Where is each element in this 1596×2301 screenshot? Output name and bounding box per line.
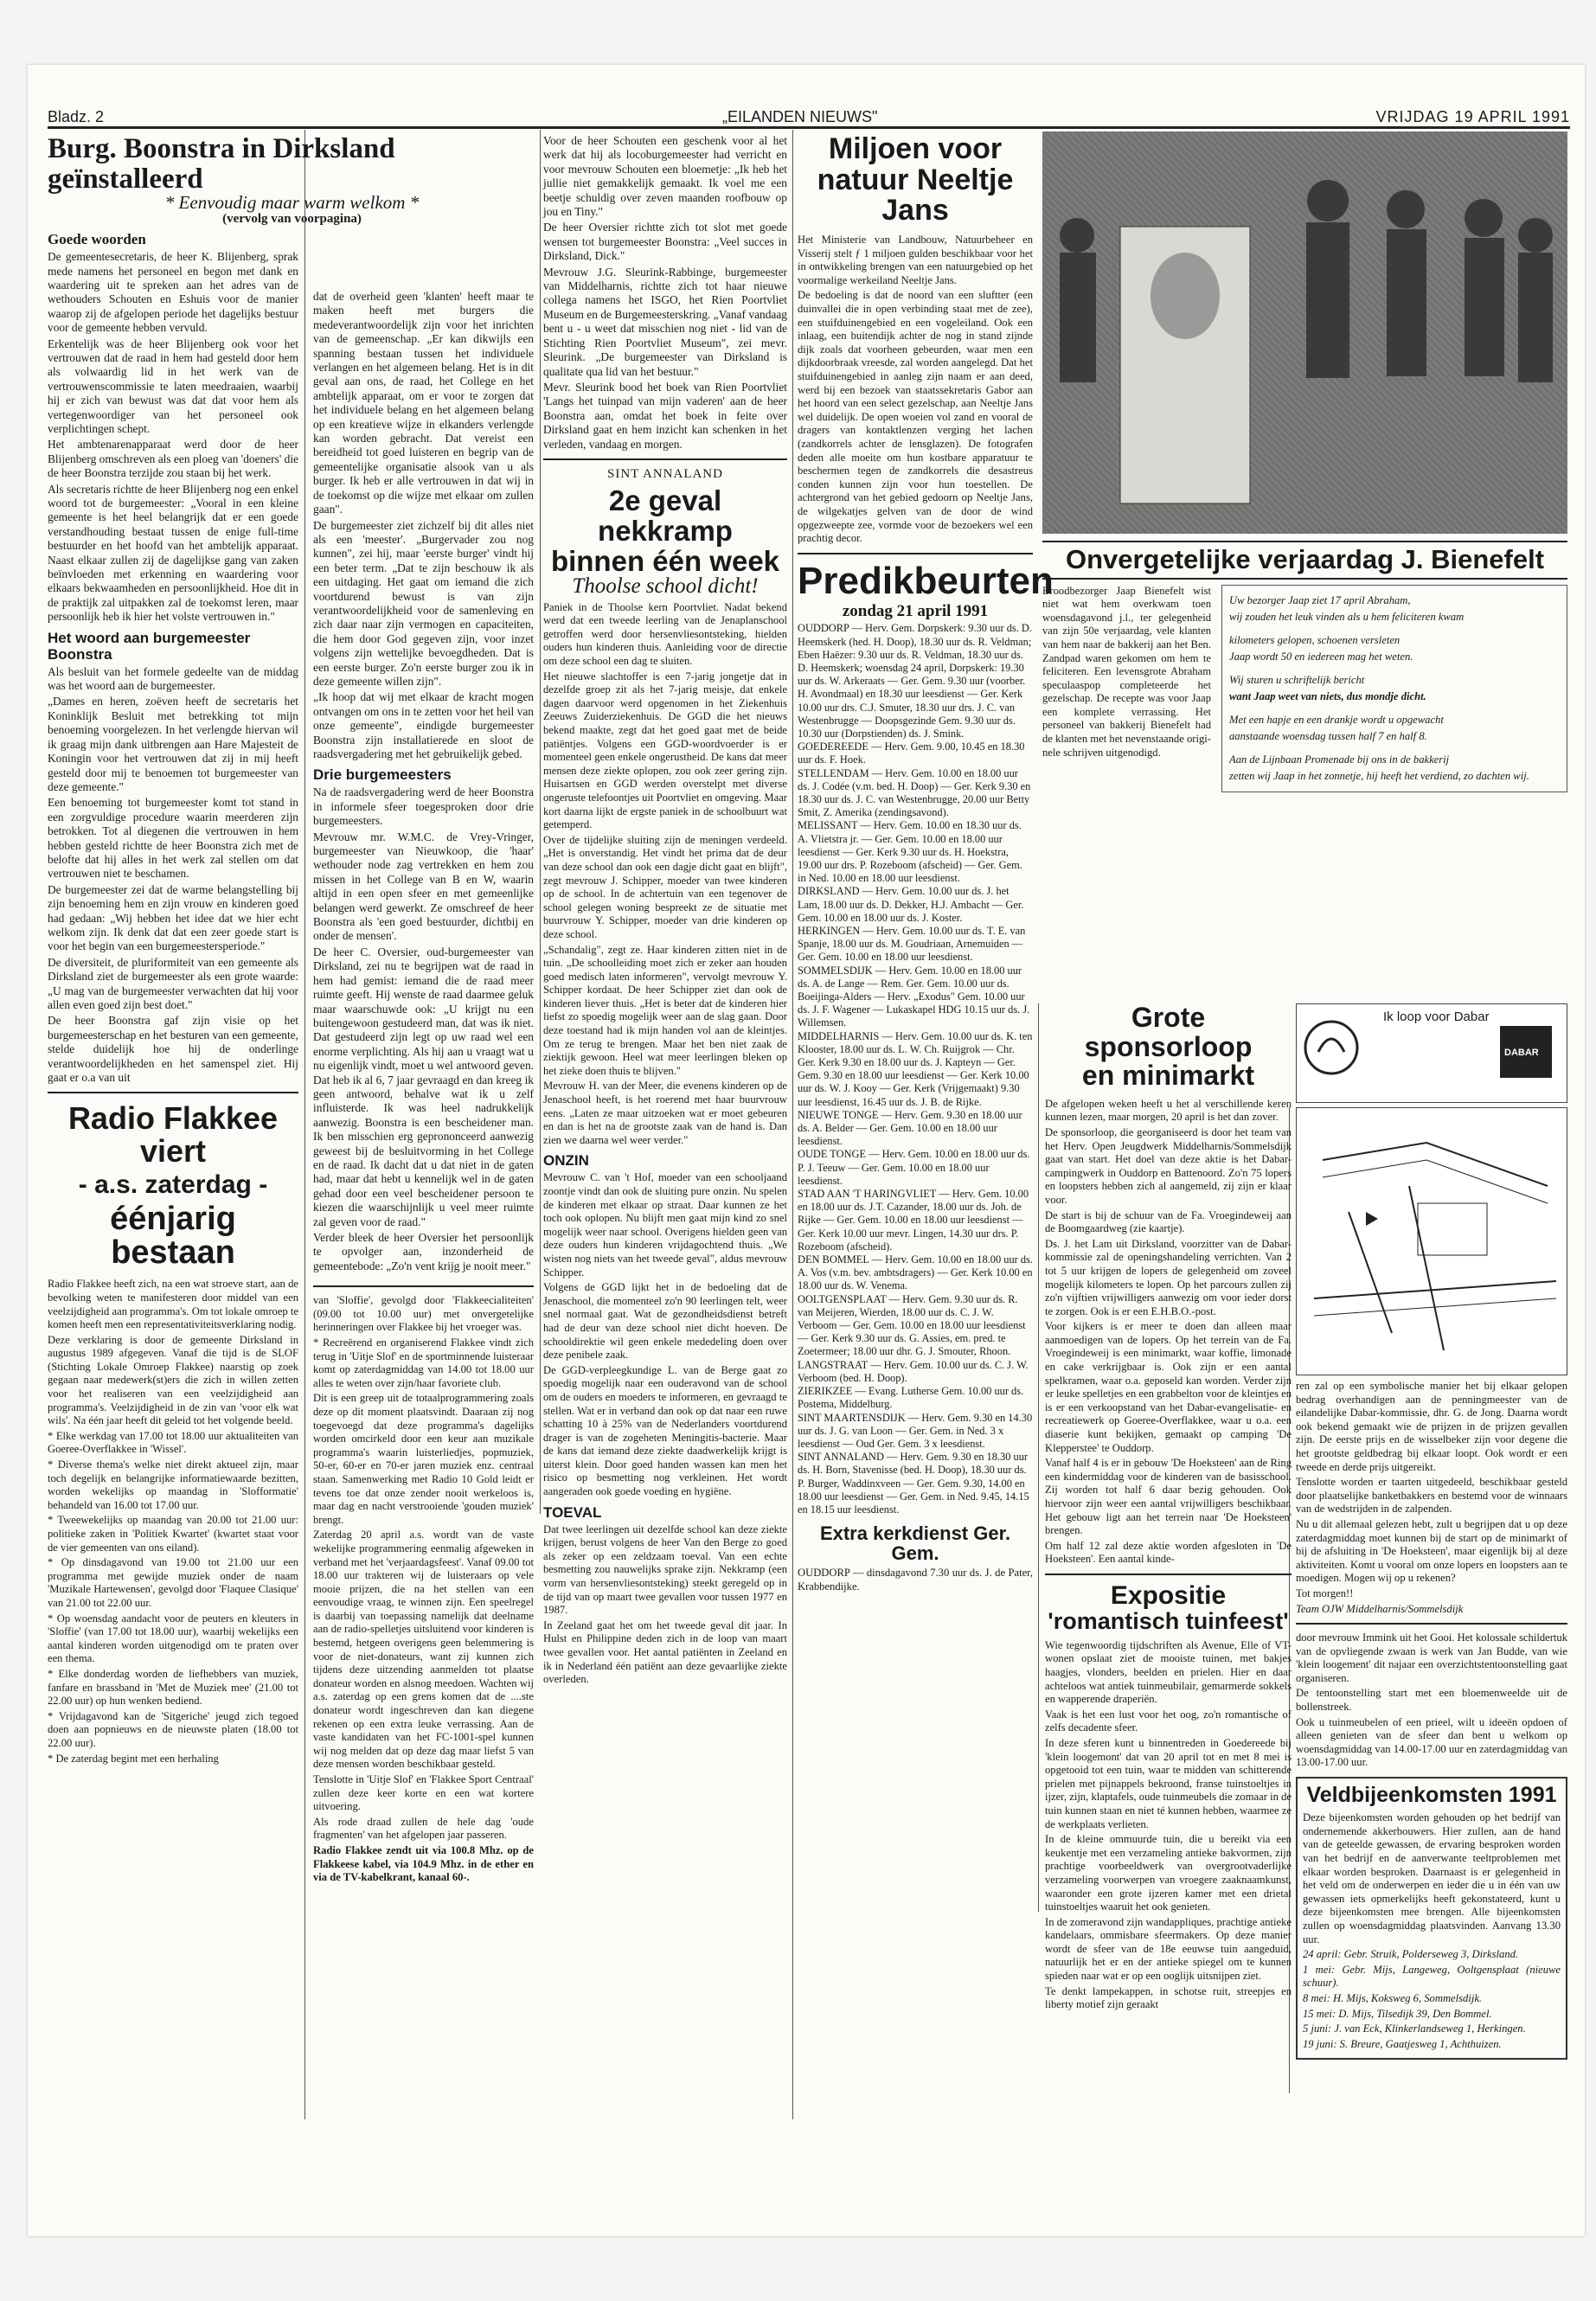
- burg-paragraph: De gemeentesecretaris, de heer K. Blijenberg, sprak mede namens het personeel en begon met dank en waardering uit te spreken aan het adres van de wethouders Schouten en Eshuis voor de manier waarop zij de afgelopen periode het dagelijks bestuur voor de gemeente hebben vervuld.: [48, 250, 298, 335]
- nekkramp-paragraph: Paniek in de Thoolse kern Poortvliet. Nadat bekend werd dat een tweede leerling van de Jenaplanschool getroffen werd door hersenvliesontsteking, hielden ouders hun kinderen thuis. Aanleiding voor de directie om deze school een dag te sluiten.: [543, 600, 787, 668]
- veld-box: [1296, 1777, 1567, 2060]
- column-2: [313, 290, 534, 1887]
- page-number: Bladz. 2: [48, 108, 105, 125]
- burg-paragraph: De heer Oversier richtte zich tot slot met goede wensen tot burgemeester Boonstra: „Veel succes in Dirksland, Dick.": [543, 221, 787, 263]
- tuinfeest-paragraph: door mevrouw Immink uit het Gooi. Het kolossale schildertuk van de opvliegende zwaan is werk van Jan Budde, van wie 'klein loogement' dit najaar een overzichtstentoonstelling gaat organiseren.: [1296, 1631, 1567, 1684]
- column-3: [543, 134, 787, 1689]
- radio-paragraph: Deze verklaring is door de gemeente Dirksland in augustus 1989 afgegeven. Vanaf die tijd is de SLOF (Stichting Lokale Omroep Flakkee) naarstig op zoek gegaan naar medewerk(st)ers die zich in willen zetten voor het realiseren van een veelzijdigheid aan programma's. Veelzijdigheid in de zin van 'voor elk wat wils'. Na één jaar heeft dit geleid tot het volgende beeld.: [48, 1333, 298, 1427]
- burg-paragraph: „Ik hoop dat wij met elkaar de kracht mogen ontvangen om ons in te zetten voor het heil van onze gemeente", eindigde burgemeester Boonstra zijn installatierede en sloot de raadsvergadering met het gebruikelijk gebed.: [313, 690, 534, 760]
- predik-extra-text: OUDDORP — dinsdagavond 7.30 uur ds. J. de Pater, Krabbendijke.: [798, 1567, 1033, 1593]
- burg-paragraph: Het ambtenarenapparaat werd door de heer Blijenberg omschreven als een ploeg van 'doeners' die de heer Boonstra terzijde zou staan bij het werk.: [48, 438, 298, 480]
- nekkramp-headline-1: 2e geval nekkramp: [598, 484, 733, 547]
- nekkramp-kicker: SINT ANNALAND: [607, 466, 723, 481]
- nekkramp-paragraph: Over de tijdelijke sluiting zijn de meningen verdeeld. „Het is onverstandig. Het vindt het prima dat de deur van deze school dan ook een dagje dicht gaat en blijft", zegt mevrouw J. Schipper, moeder van twee kinderen op de school. In de achtertuin van een tegenover de school gelegen woning bespreekt ze de situatie met buurvrouw Y. Schipper, moeder van drie kinderen op deze school.: [543, 833, 787, 940]
- tuinfeest-paragraph: In deze sferen kunt u binnentreden in Goedereede bij 'klein loogemont' dat van 20 april tot en met 8 mei is opgetooid tot een tuin, waar te midden van schitterende prielen met pijnappels bekroond, franse tuinstoeltjes in ijzer, zijn, klaptafels, oude tuinmeubels die zomaar in de tuin kunnen staan en niet té kunnen hebben, waarmee ze de werkplaats verlieten.: [1045, 1736, 1292, 1830]
- invitation-line: wij zouden het leuk vinden als u hem feliciteren kwam: [1229, 610, 1465, 623]
- tuinfeest-paragraph: Vaak is het een lust voor het oog, zo'n romantische of zelfs decadente sfeer.: [1045, 1708, 1292, 1734]
- neeltje-headline-1: Miljoen voor: [828, 132, 1003, 165]
- burg-paragraph: Als secretaris richtte de heer Blijenberg nog een enkel woord tot de burgemeester: „Vooral in een kleine gemeente is het heel belangrijk dat er een goede verstandhouding bestaat tussen de enige full-time bestuurder en het hoofd van het ambtelijk apparaat. Naast elkaar zullen zij de dagelijkse gang van zaken beïnvloeden met erkenning en waardering voor elkaars bekwaamheden en persoonlijkheid. Hoe dit in de praktijk zal uitpakken zal de toekomst leren, maar persoonlijk heb ik hier het volste vertrouwen in.": [48, 482, 298, 624]
- tuinfeest-paragraph: Te denkt lampekappen, in schotse ruit, streepjes en liberty motief zijn geraakt: [1045, 1984, 1292, 2011]
- radio-bullet: * Diverse thema's welke niet direkt aktueel zijn, maar toch degelijk en belangrijke informatiewaarde bezitten, worden wekelijks op maandag in 'Slofformatie' behandeld van 16.00 tot 17.00 uur.: [48, 1458, 298, 1511]
- radio-bullet: * Op woensdag aandacht voor de peuters en kleuters in 'Sloffie' (van 17.00 tot 18.00 uur), waarbij wekelijks een aantal kinderen worden uitgenodigd om te praten over een thema.: [48, 1612, 298, 1665]
- tuinfeest-paragraph: In de kleine ommuurde tuin, die u bereikt via een keukentje met een verzameling antieke bakvormen, zijn prachtige voorbeeldwerk van overgrootvaderlijke verzameling voorwerpen van vroegere zaaknaamkunst, waaronder een grote ijzeren kamer met een drietal tuinstoeltjes waaruit het ook genieten.: [1045, 1833, 1292, 1913]
- predik-schedule: OUDDORP — Herv. Gem. Dorpskerk: 9.30 uur ds. D. Heemskerk (hed. H. Doop), 18.30 uur ds. R. Veldman; Eben Haëzer: 9.30 uur ds. R. Veldman, 18.30 uur ds. D. Heemskerk; woensdag 24 april, Dorpskerk: 19.30 uur ds. W. Arkeraats — Ger. Gem. 9.30 uur (voorber. H. Avondmaal) en 18.30 uur leesdienst — Ger. Kerk 10.00 uur drs. C.J. Smuter, 18.30 uur drs. J. C. van Westenbrugge — Doopsgezinde Gem. 9.30 uur ds. 10.30 uur (Dorpstienden) ds. J. Smink. GOEDEREEDE — Herv. Gem. 9.00, 10.45 en 18.30 uur ds. F. Hoek. STELLENDAM — Herv. Gem. 10.00 en 18.00 uur ds. J. Codée (v.m. bed. H. Doop) — Ger. Kerk 9.30 en 18.30 uur ds. J. C. van Westenbrugge, 20.00 uur Betty Smit, Z. Amerika (zendingsavond). MELISSANT — Herv. Gem. 10.00 en 18.30 uur ds. A. Vlietstra jr. — Ger. Gem. 10.00 en 18.00 uur leesdienst — Ger. Kerk 9.30 uur ds. H. Hoekstra, 19.00 uur drs. P. Rozeboom (afscheid) — Ger. Gem. in Ned. 10.00 en 18.00 uur leesdienst. DIRKSLAND — Herv. Gem. 10.00 uur ds. J. het Lam, 18.00 uur ds. D. Dekker, H.J. Ambacht — Ger. Gem. 10.00 en 18.00 uur ds. J. Koster. HERKINGEN — Herv. Gem. 10.00 uur ds. T. E. van Spanje, 18.00 uur ds. M. Goudriaan, Arnemuiden — Ger. Gem. 10.00 en 18.00 uur leesdienst. SOMMELSDIJK — Herv. Gem. 10.00 en 18.00 uur ds. A. de Lange — Rem. Ger. Gem. 10.00 uur ds. Boeijinga-Alders — Herv. „Exodus" Gem. 10.00 uur ds. J. F. Wagener — Lukaskapel HDG 10.15 uur ds. J. Willemsen. MIDDELHARNIS — Herv. Gem. 10.00 uur ds. K. ten Klooster, 18.00 uur ds. L. W. Ch. Ruijgrok — Chr. Ger. Kerk 9.30 en 18.00 uur ds. J. Kapteyn — Ger. Gem. 9.30 en 18.00 uur leesdienst — Ger. Kerk 10.00 uur ds. W. J. Kooy — Ger. Kerk (Vrijgemaakt) 9.30 uur leesdienst, 16.45 uur ds. J. B. de Rijke. NIEUWE TONGE — Herv. Gem. 9.30 en 18.00 uur ds. A. Belder — Ger. Gem. 10.00 en 18.00 uur leesdienst. OUDE TONGE — Herv. Gem. 10.00 en 18.00 uur ds. P. J. Teeuw — Ger. Gem. 10.00 en 18.00 uur leesdienst. STAD AAN 'T HARINGVLIET — Herv. Gem. 10.00 en 18.00 uur ds. J.T. Cazander, 18.00 uur ds. Joh. de Rijke — Ger. Gem. 10.00 en 18.00 uur leesdienst — Ger. Kerk 10.00 uur mevr. Lingen, 14.30 uur drs. P. Rozeboom (afscheid). DEN BOMMEL — Herv. Gem. 10.00 en 18.00 uur ds. A. Vos (v.m. bev. ambtsdragers) — Ger. Kerk 10.00 en 18.00 uur ds. W. Venema. OOLTGENSPLAAT — Herv. Gem. 9.30 uur ds. R. van Meijeren, Wierden, 18.00 uur ds. C. J. W. Verboom — Ger. Gem. 10.00 en 18.00 uur leesdienst — Ger. Kerk 9.30 uur ds. G. Assies, em. pred. te Zoetermeer; 18.00 uur dhr. G. J. Smouter, Rhoon. LANGSTRAAT — Herv. Gem. 10.00 uur ds. C. J. W. Verboom (bed. H. Doop). ZIERIKZEE — Evang. Lutherse Gem. 10.00 uur ds. Postema, Middelburg. SINT MAARTENSDIJK — Herv. Gem. 9.30 en 14.30 uur ds. J. G. van Loon — Ger. Gem. in Ned. 3 x leesdienst — Oud Ger. Gem. 3 x leesdienst. SINT ANNALAND — Herv. Gem. 9.30 en 18.30 uur ds. H. Born, Stavenisse (bed. H. Doop), 18.30 uur ds. P. Burger, Waddinxveen — Ger. Gem. 9.30, 14.00 en 18.00 uur leesdienst — Ger. Gem. in Ned. 9.45, 14.15 en 18.15 uur leesdienst.: [798, 622, 1033, 1516]
- burg-headline: Burg. Boonstra in Dirksland geïnstalleerd: [48, 133, 395, 195]
- radio-headline-2: - a.s. zaterdag -: [78, 1170, 268, 1200]
- radio-headline-3: éénjarig bestaan: [110, 1200, 236, 1272]
- nekkramp-paragraph: „Schandalig", zegt ze. Haar kinderen zitten niet in de tuin. „De schoolleiding moet zich er zeker aan houden goed medisch laten informeren", vervolgt mevrouw Y. Schipper kordaat. De heer Schipper ziet dan ook de kinderen liever thuis. „Het is beter dat de kinderen hier liefst zo spoedig mogelijk weer aan de slag gaan. Door deze toestand had ik mijn handen vol aan de kleintjes. Om ze terug te brengen. Maar het ben niet zaak de ziektijk gewoon. Heel wat meer leerlingen bleken op het zieke doen thuis te blijven.": [543, 943, 787, 1077]
- burg-paragraph: Mevrouw mr. W.M.C. de Vrey-Vringer, burgemeester van Nieuwkoop, die 'haar' wethouder node zag vertrekken en hem zou missen in het College van B en W, waarin altijd in een open sfeer en met gemeenlijke belangen werd gewerkt. Ze omschreef de heer Boonstra als 'een goed bestuurder, dichtbij en onder de mensen'.: [313, 830, 534, 943]
- nekkramp-paragraph: Het nieuwe slachtoffer is een 7-jarig jongetje dat in dezelfde groep zit als het 7-jarig meisje, dat enkele dagen daarvoor werd opgenomen in het Ziekenhuis Zeeuws Zuiderziekenhuis. De GGD die het nieuws bekend maakte, zegt dat het goed gaat met de beide patiëntjes. Volgens een GGD-woordvoerder is er momenteel geen enkele ongerustheid. De kans dat meer mensen deze ziekte oplopen, zou ook zeer gering zijn. Huisartsen en GGD werden overstelpt met diverse ongeruste telefoontjes uit Poortvliet en omgeving. Maar kort daarna lijkt de ergste paniek in de schoolbuurt wat getemperd.: [543, 670, 787, 831]
- nekkramp-subhead-1: ONZIN: [543, 1152, 589, 1170]
- radio-headline-1: Radio Flakkee viert: [67, 1100, 279, 1170]
- tuinfeest-paragraph: Wie tegenwoordig tijdschriften als Avenue, Elle of VT-wonen opslaat ziet de mooiste tuinen, met bakjes haagjes, vlonders, beelden en prielen. Hier en daar achteloos wat antiek tuinmeubilair, gemarmerde sokkels en wapperende draperiën.: [1045, 1638, 1292, 1706]
- sponsor-paragraph: Nu u dit allemaal gelezen hebt, zult u begrijpen dat u op deze zaterdagmiddag moet kunnen bij de start op de minimarkt of bij de afsluiting in 'De Hoeksteen', maar eigenlijk bij al deze aktiviteiten. Komt u vooral om onze lopers en loopsters aan te moedigen. Mogen wij op u rekenen?: [1296, 1517, 1567, 1585]
- invitation-line: Jaap wordt 50 en iedereen mag het weten.: [1229, 650, 1413, 663]
- sponsor-headline-1: Grote sponsorloop: [1084, 1002, 1253, 1062]
- neeltje-paragraph: Het Ministerie van Landbouw, Natuurbeheer en Visserij stelt ƒ 1 miljoen gulden beschikbaar voor het in ontwikkeling brengen van een natuurgebied op het voormalige werkeiland Neeltje Jans.: [798, 234, 1033, 286]
- tuinfeest-paragraph: De tentoonstelling start met een bloemenweelde uit de bollenstreek.: [1296, 1687, 1567, 1714]
- sponsor-paragraph: De afgelopen weken heeft u het al verschillende keren kunnen lezen, maar morgen, 20 april is het dan zover.: [1045, 1097, 1292, 1124]
- page-header: [48, 108, 1570, 129]
- tuinfeest-headline-1: Expositie: [1110, 1580, 1227, 1610]
- dabar-banner-label: Ik loop voor Dabar: [1383, 1009, 1490, 1024]
- burg-paragraph: Mevr. Sleurink bood het boek van Rien Poortvliet 'Langs het tuinpad van mijn vaderen' aan de heer Boonstra aan, omdat het boek in feite over Dirksland gaat en hem inzicht kan schenken in het verleden, vandaag en morgen.: [543, 380, 787, 451]
- nekkramp-paragraph: Dat twee leerlingen uit dezelfde school kan deze ziekte krijgen, berust volgens de heer Van den Berge zo goed als zeker op een zeldzaam toeval. Van een echte besmetting zou nauwelijks sprake zijn. Nekkramp (een vorm van hersenvliesontsteking) steekt geregeld op in de tijd van op maart twee gevallen voor tussen 1977 en 1987.: [543, 1522, 787, 1617]
- tuinfeest-headline-2: 'romantisch tuinfeest': [1048, 1608, 1289, 1635]
- bienefelt-article: [1042, 541, 1567, 792]
- veld-date: 1 mei: Gebr. Mijs, Langeweg, Ooltgensplaat (nieuwe schuur).: [1303, 1963, 1561, 1990]
- nekkramp-headline-2: binnen één week: [550, 544, 780, 577]
- burg-paragraph: Na de raadsvergadering werd de heer Boonstra in informele sfeer toegesproken door drie burgemeesters.: [313, 785, 534, 828]
- radio-paragraph: Radio Flakkee heeft zich, na een wat stroeve start, aan de bevolking weten te manifesteren door middel van een veelzijdigheid aan programma's. Om tot lokale omroep te komen heeft men een representativiteitsverklaring nodig.: [48, 1278, 298, 1331]
- veld-date: 8 mei: H. Mijs, Koksweg 6, Sommelsdijk.: [1303, 1992, 1483, 2004]
- radio-paragraph: Als rode draad zullen de hele dag 'oude fragmenten' van het afgelopen jaar passeren.: [313, 1815, 534, 1842]
- nekkramp-headline-3: Thoolse school dicht!: [572, 574, 759, 599]
- nekkramp-paragraph: In Zeeland gaat het om het tweede geval dit jaar. In Hulst en Philippine deden zich in de loop van maart twee gevallen voor. Het aantal patiënten in Zeeland en ik in Nederland één patiënt aan deze gevaarlijke ziekte overleden.: [543, 1618, 787, 1686]
- burg-paragraph: De heer C. Oversier, oud-burgemeester van Dirksland, zei nu te begrijpen wat de raad in hem had gemist: iemand die de raad meer ruimte geeft. Hij wenste de raad daarmee geluk maar waarschuwde ook: „U krijgt nu een buitengewoon gestudeerd man, dat was ik niet. Dat gestudeerd zijn legt op uw raad wel een enorme verplichting. Als hij aan u vraagt wat u nu eigenlijk vindt, moet u wel antwoord geven. Dat heb ik al 6, 7 jaar gevraagd en dan kreeg ik geen antwoord, behalve wat ik u zelf influisterde. Ik was heel nadrukkelijk aanwezig. Boonstra is een bescheidener man. Ik ben misschien erg geprononceerd aanwezig geweest bij de besluitvorming in het College en de raad. Ik dacht dat u dat niet in de gaten had, maar dat hebt u kennelijk wel in de gaten gehad door een veel bescheidener persoon te kiezen die waarschijnlijk u veel meer ruimte zal geven voor de raad.": [313, 945, 534, 1228]
- sponsor-paragraph: Vanaf half 4 is er in gebouw 'De Hoeksteen' aan de Ring een kindermiddag voor de kinderen van de basisschool. Zij worden tot half 6 daar bezig gehouden. Ook hiervoor zijn weer een aantal vrijwilligers beschikbaar. Het gebouw ligt aan het terrein naar 'De Hoeksteen' brengen.: [1045, 1457, 1292, 1537]
- invitation-line: Met een hapje en een drankje wordt u opgewacht: [1229, 713, 1444, 726]
- sponsor-paragraph: ren zal op een symbolische manier het bij elkaar gelopen bedrag overhandigen aan de penningmeester van de eilandelijke Dabar-kommissie, dhr. G. de Jong. Daarna wordt ook bekend gemaakt wie de prijzen in de prijzen gevallen zijn. De eerste prijs en de wisselbeker zijn voor degene die het grootste geldbedrag bij elkaar loopt. Ook wordt er een tweede en derde prijs uitgereikt.: [1296, 1380, 1567, 1473]
- burg-paragraph: dat de overheid geen 'klanten' heeft maar te maken heeft met burgers die medeverantwoordelijk zijn voor het inrichten van de gemeenschap. „Er kan dikwijls een spanning bestaan tussen het individuele verlangen en het algemeen belang. Het is in dit geval aan ons, de raad, het College en het ambtelijk apparaat, om er voor te zorgen dat het individuele belang en het algemeen belang op een kreatieve wijze in elkanders verlengde kan worden gebracht. Dat vereist een bereidheid tot goed luisteren en begrip van de gemeentelijke organisatie alsook van u als burger. Ik heb er alle vertrouwen in dat wij in de toekomst op die wijze met elkaar om zullen gaan".: [313, 290, 534, 516]
- neeltje-paragraph: De bedoeling is dat de noord van een sluftter (een duinvallei die in open verbinding staat met de zee), een stuifduinengebied en een vogeleiland. Ook een inlaag, een buitendijk achter de nog in stand zijnde dijk zoals dat voorheen gebeurden, waar men een dijkdoorbraak vreesde, zal worden aangelegd. Dat het stuifduinengebied in aanleg zijn naam er aan deed, werd bij een bezoek van staatssekretaris Gabor aan het hoord van een select gezelschap, aan Neeltje Jans wel duidelijk. De open woeien vol zand en vooral de dragers van kontaktlenzen verging het lachen (zandkorrels achter de lensglazen). De fotografen deden alle moeite om hun kostbare apparatuur te beschermen tegen de zandkorrels die desastreus conden kunnen zijn voor hun toestellen. De achtergrond van het gebied gedoorn op Neeltje Jans, de wilgekatjes gelven van de door de wind opgezweepte zee, vormde voor de bezoekers wel een prachtig decor.: [798, 289, 1033, 545]
- burg-subhead-2: Het woord aan burgemeester Boonstra: [48, 629, 251, 663]
- veld-paragraph: Deze bijeenkomsten worden gehouden op het bedrijf van ondernemende akkerbouwers. Hier zullen, aan de hand van de geteelde gewassen, de ervaring besproken worden van het bedrijf en de aanverwante teeltproblemen met elkaar worden besproken. Daarnaast is er gelegenheid in het veld om de onderwerpen en ieder die u in één van uw gewassen iets opmerkelijks heeft gekonstateerd, kunt u deze bijeenkomsten mee brengen. Alle bijeenkomsten zullen op woensdagmiddag plaatsvinden. Aanvang 13.30 uur.: [1303, 1811, 1561, 1945]
- burg-paragraph: De burgemeester zei dat de warme belangstelling bij zijn benoeming hem en zijn vrouw en kinderen goed had gedaan: „Wij hebben het idee dat we hier echt welkom zijn. Ik denk dat dat een zeer goede start is voor het begin van een burgemeestersperiode.": [48, 882, 298, 953]
- invitation-line: want Jaap weet van niets, dus mondje dicht.: [1229, 689, 1426, 702]
- nekkramp-paragraph: Mevrouw C. van 't Hof, moeder van een schooljaand zoontje vindt dan ook de sluiting pure onzin. Nu spelen de kinderen met elkaar op straat. Daar kunnen ze het toch ook oplopen. Nu blijft men gaat mijn kind zo snel mogelijk weer naar school. Overigens hielden geen van deze ouders hun kinderen vrijdagochtend thuis. „We wisten nog niets van het tweede geval", aldus mevrouw Schipper.: [543, 1171, 787, 1279]
- predik-headline: Predikbeurten: [798, 559, 1054, 602]
- veld-date: 24 april: Gebr. Struik, Polderseweg 3, Dirksland.: [1303, 1948, 1519, 1961]
- predik-date: zondag 21 april 1991: [842, 601, 989, 620]
- veld-date: 5 juni: J. van Eck, Klinkerlandseweg 1, Herkingen.: [1303, 2022, 1526, 2035]
- sponsor-paragraph: Tot morgen!!: [1296, 1586, 1354, 1599]
- dabar-logo-text: DABAR: [1504, 1048, 1539, 1058]
- burg-subhead-3: Drie burgemeesters: [313, 766, 452, 784]
- nekkramp-paragraph: Mevrouw H. van der Meer, die evenens kinderen op de Jenaschool heeft, is het roerend met haar buurvrouw eens. „Laten ze maar uitzoeken wat er moet gebeuren en dan is het na de grootste zaak van de hand is. Dan zien we daarna wel weer verder.": [543, 1080, 787, 1146]
- nekkramp-paragraph: Volgens de GGD lijkt het in de bedoeling dat de Jenaschool, die momenteel zo'n 90 leerlingen telt, weer snel normaal gaat. Wat de gezondheidsdienst betreft had de deur van deze school niet dicht hoeven. De schooldirektie wil geen enkele mededeling doen over deze penibele zaak.: [543, 1281, 787, 1362]
- route-map: [1296, 1107, 1567, 1375]
- burg-paragraph: De burgemeester ziet zichzelf bij dit alles niet als een 'meester'. „Burgervader zou nog kunnen", zei hij, maar 'eerste burger' vindt hij een beter term. „Dat te zijn beschouw ik als een uitdaging. Het gaat om iemand die zich voortdurend bewust is van zijn verantwoordelijkheid voor de samenleving en zich daar naar zijn vermogen en capaciteiten, die hem door God gegeven zijn, voor inzet volgens zijn wettelijke bevoegdheden. Dat is een eerste burger. Zo'n eerste burger zou ik in deze gemeente willen zijn".: [313, 518, 534, 688]
- paper-name: „EILANDEN NIEUWS": [722, 108, 878, 125]
- invitation-line: zetten wij Jaap in het zonnetje, hij heeft het verdiend, zo dachten wij.: [1229, 769, 1529, 782]
- nekkramp-paragraph: De GGD-verpleegkundige L. van de Berge gaat zo spoedig mogelijk naar een ouderavond van de school om de ouders en moeders te informeren, en gevraagd te stellen. Wat er in verband dan ook op dat naar een ruwe schatting 10 à 25% van de Nederlanders voortdurend drager is van de zogeheten Meningitis-bacterie. Maar de kans dat iemand deze ziekte daadwerkelijk krijgt is uiterst klein. Door goed handen wassen kan men het risico op besmetting nog verkleinen. Het wordt aangeraden ook goede voeding en hygiëne.: [543, 1363, 787, 1498]
- burg-paragraph: Een benoeming tot burgemeester komt tot stand in een zorgvuldige procedure waarin meerderen zijn betrokken. Tot al diegenen die vertrouwen in hem hebben gesteld richtte de heer Boonstra zich met de belofte dat hij alles in het werk zal stellen om dat vertrouwen niet te beschamen.: [48, 796, 298, 881]
- burg-subheadline: * Eenvoudig maar warm welkom *: [164, 192, 420, 214]
- veld-date: 15 mei: D. Mijs, Tilsedijk 39, Den Bommel.: [1303, 2007, 1492, 2020]
- nekkramp-subhead-2: TOEVAL: [543, 1503, 602, 1521]
- radio-paragraph: van 'Sloffie', gevolgd door 'Flakkeecialiteiten' (09.00 tot 10.00 uur) met onvergetelijke herinneringen over Flakkee bij het vroeger was.: [313, 1294, 534, 1334]
- radio-paragraph: Tenslotte in 'Uitje Slof' en 'Flakkee Sport Centraal' zullen deze keer korte en een wat kortere uitvoering.: [313, 1773, 534, 1813]
- burg-subhead-1: Goede woorden: [48, 231, 146, 248]
- sponsor-headline-2: en minimarkt: [1081, 1060, 1255, 1092]
- burg-paragraph: „Dames en heren, zoëven heeft de secretaris het Koninklijk Besluit met betrekking tot mijn benoeming voorgelezen. In het verlengde hiervan wil ik graag mijn dank uitbrengen aan Hare Majesteit de Koningin voor het vertrouwen dat zij in mij heeft gesteld door mij te benoemen tot burgemeester van deze gemeente.": [48, 695, 298, 793]
- sponsor-paragraph: Om half 12 zal deze aktie worden afgesloten in 'De Hoeksteen'. Een aantal kinde-: [1045, 1539, 1292, 1566]
- column-4: [798, 132, 1054, 1596]
- sponsor-column-2: [1296, 1380, 1567, 2060]
- tuinfeest-paragraph: Ook u tuinmeubelen of een prieel, wilt u ideeën opdoen of alleen genieten van de sfeer dan bent u welkom op woensdagmiddag van 14.00-17.00 uur en zaterdagmiddag van 13.00-17.00 uur.: [1296, 1715, 1567, 1769]
- burg-paragraph: Verder bleek de heer Oversier het persoonlijk te opvolger aan, inzonderheid de gemeentebode: „Zo'n vent krijg je nooit meer.": [313, 1231, 534, 1272]
- tuinfeest-paragraph: In de zomeravond zijn wandappliques, prachtige antieke kandelaars, ommisbare sfeermakers. Op deze manier wordt de sfeer van de 18e eeuwse tuin aangeduid, natuurlijk het er en der antieke spiegel om te kunnen spieden naar wat er op een ooglijk uitsnijpen ziet.: [1045, 1915, 1292, 1983]
- sponsor-column-1: [1045, 1003, 1292, 2014]
- sponsor-paragraph: Tenslotte worden er taarten uitgedeeld, beschikbaar gesteld door plaatselijke banketbakkers en bestemd voor de winnaars van de wedstrijden in de zalpenden.: [1296, 1476, 1567, 1516]
- neeltje-headline-2: natuur Neeltje Jans: [817, 163, 1014, 228]
- predik-extra-headline: Extra kerkdienst Ger. Gem.: [819, 1522, 1011, 1565]
- radio-bullet: * De zaterdag begint met een herhaling: [48, 1752, 219, 1765]
- radio-bullet: * Elke donderdag worden de liefhebbers van muziek, fanfare en brassband in 'Met de Muziek mee' (21.00 tot 22.00 uur) op hun wenken bediend.: [48, 1667, 298, 1708]
- bienefelt-invitation: [1221, 585, 1567, 792]
- burg-paragraph: De diversiteit, de pluriformiteit van een gemeente als Dirksland ziet de burgemeester als een grote waarde: „U mag van de burgemeester verwachten dat hij voor allen even goed zijn best doet.": [48, 955, 298, 1011]
- radio-bullet: * Elke werkdag van 17.00 tot 18.00 uur aktualiteiten van Goeree-Overflakkee in 'Wissel'.: [48, 1429, 298, 1456]
- bienefelt-headline: Onvergetelijke verjaardag J. Bienefelt: [1042, 541, 1567, 580]
- photo-illustration: [1042, 131, 1567, 534]
- burg-subheadline-2: (vervolg van voorpagina): [222, 211, 362, 226]
- burg-paragraph: Voor de heer Schouten een geschenk voor al het werk dat hij als locoburgemeester had verricht en voor mevrouw Schouten een bloemetje: „Ik heb het jullie niet gemakkelijk gemaakt. Ik voel me een beetje schuldig over zeven maanden roofbouw op jou en Tiny.": [543, 134, 787, 219]
- bienefelt-text: Broodbezorger Jaap Bienefelt wist niet wat hem overkwam toen woensdagavond j.l., ter gelegenheid van zijn 50e verjaardag, vele klanten van hem naar de bakkerij aan het Ben. Zandpad waren gekomen om hem te feliciteren. Een levensgrote Abraham speculaaspop completeerde het gezelschap. De recepte was voor Jaap een komplete verrassing. Het personeel van bakkerij Bienefelt had de klanten met het nevenstaande originele schrijven uitgenodigd.: [1042, 584, 1211, 759]
- route-map-drawing: [1297, 1108, 1568, 1376]
- sponsor-team: Team OJW Middelharnis/Sommelsdijk: [1296, 1602, 1464, 1615]
- radio-bullet: * Tweewekelijks op maandag van 20.00 tot 21.00 uur: politieke zaken in 'Politiek Kwartet' (kwartet staat voor de vier gemeenten van ons eiland).: [48, 1514, 298, 1554]
- invitation-line: Wij sturen u schriftelijk bericht: [1229, 673, 1365, 686]
- radio-frequency: Radio Flakkee zendt uit via 100.8 Mhz. op de Flakkeese kabel, via 104.9 Mhz. in de ether en via de TV-kabelkrant, kanaal 60-.: [313, 1843, 534, 1884]
- photo-crowd: [1042, 131, 1567, 534]
- invitation-line: Uw bezorger Jaap ziet 17 april Abraham,: [1229, 593, 1411, 606]
- burg-paragraph: Erkentelijk was de heer Blijenberg ook voor het vertrouwen dat de raad in hem had gesteld door hem als volwaardig lid in het werk van de vertrouwenscommissie te laten meedraaien, waarbij hij er zich van bewust was dat dat voor hem als vertegenwoordiger van het personeel ook verplichtingen schept.: [48, 336, 298, 435]
- sponsor-paragraph: De sponsorloop, die georganiseerd is door het team van het Herv. Open Jeugdwerk Middelharnis/Sommelsdijk gaat van start. Het doel van deze aktie is het Dabar-campingwerk in Ouddorp en Battenoord. Zo'n 75 lopers en loopsters hebben zich al aangemeld, zij zijn er klaar voor.: [1045, 1125, 1292, 1206]
- sponsor-paragraph: Voor kijkers is er meer te doen dan alleen maar aanmoedigen van de lopers. Op het terrein van de Fa. Vroegindeweij is een minimarkt, waar koffie, limonade en cake verkrijgbaar is. Ook zijn er een aantal spelkramen, waar o.a. geposeld kan worden. Verder zijn er leuke spelletjes en een grabbelton voor de kleintjes en is er een verkoopstand van het Dabar-evangelisatie- en recreatiewerk op Goeree-Overflakkee, waar u o.a. een diaserie kunt bekijken, gemaakt op camping 'De Klepperstee' te Ouddorp.: [1045, 1320, 1292, 1454]
- sponsor-paragraph: De start is bij de schuur van de Fa. Vroegindeweij aan de Boomgaardweg (zie kaartje).: [1045, 1208, 1292, 1235]
- radio-bullet: * Vrijdagavond kan de 'Sitgeriche' jeugd zich tegoed doen aan popnieuws en de nieuwste platen (18.00 tot 22.00 uur).: [48, 1709, 298, 1749]
- radio-bullet: * Op dinsdagavond van 19.00 tot 21.00 uur een programma met gewijde muziek onder de naam 'Muzikale Hartewensen', gevolgd door 'Flaquee Clasique' van 21.00 tot 22.00 uur.: [48, 1556, 298, 1609]
- invitation-line: aanstaande woensdag tussen half 7 en half 8.: [1229, 729, 1427, 742]
- burg-paragraph: Mevrouw J.G. Sleurink-Rabbinge, burgemeester van Middelharnis, richtte zich tot haar nieuwe collega namens het ISGO, het Rien Poortvliet Museum en de Burgemeesterskring. „Vanaf vandaag bent u - u weet dat misschien nog niet - lid van de Stichting Rien Poortvliet Museum", zei mevr. Sleurink. „De burgemeester van Dirksland is qualitate qua lid van het bestuur.": [543, 265, 787, 378]
- veld-headline: Veldbijeenkomsten 1991: [1306, 1783, 1557, 1808]
- sponsor-paragraph: Ds. J. het Lam uit Dirksland, voorzitter van de Dabar-kommissie zal de openingshandeling verrichten. Van 2 tot 5 uur krijgen de lopers de gelegenheid om zoveel mogelijk kilometers te lopen. Op het parcours zullen zij zo'n vijftien vrijwilligers aanwezig om voor ieder dorst te zorgen. Ook is er een E.H.B.O.-post.: [1045, 1237, 1292, 1317]
- burg-paragraph: Als besluit van het formele gedeelte van de middag was het woord aan de burgemeester.: [48, 664, 298, 693]
- radio-paragraph: Dit is een greep uit de totaalprogrammering zoals deze op dit moment plaatsvindt. Daaraan zij nog toegevoegd dat deze programma's dagelijks worden omcirkeld door een keur aan muzikale programma's waarin luisterliedjes, popmuziek, 50-er, 60-er en 70-er jaren muziek enz. centraal staan. Samenwerking met Radio 10 Gold leidt er tevens toe dat onze zender nooit werkeloos is, maar dag en nacht verstrooiende 'gouden muziek' brengt.: [313, 1392, 534, 1526]
- veld-date: 19 juni: S. Breure, Gaatjesweg 1, Achthuizen.: [1303, 2037, 1502, 2050]
- burg-paragraph: De heer Boonstra gaf zijn visie op het burgemeesterschap en het besturen van een gemeente, stelde duidelijk hoe hij de onderlinge verantwoordelijkheden en het samenspel ziet. Hij gaat er o.a van uit: [48, 1014, 298, 1085]
- invitation-line: kilometers gelopen, schoenen versleten: [1229, 633, 1401, 646]
- radio-bullet: * Recreërend en organiserend Flakkee vindt zich terug in 'Uitje Slof' en de sportminnende luisteraar komt op zaterdagmiddag van 14.00 tot 18.00 uur alles te weten over zijn/haar favoriete club.: [313, 1336, 534, 1389]
- radio-paragraph: Zaterdag 20 april a.s. wordt van de vaste wekelijke programmering eenmalig afgeweken in verband met het 'verjaardagsfeest'. Vanaf 09.00 tot 18.00 uur trakteren wij de luisteraars op vele mooie prijzen, die na het stellen van een eenvoudige vraag, te winnen zijn. Een speelregel is daarbij van toepassing namelijk dat deelname aan de radio-spelletjes uitsluitend voor kinderen is bestemd, hetgeen overigens geen belemmering is voor de niet-donateurs, want zij kunnen zich tijdens deze uitzending aanmelden tot plaatse donateur worden en alsnog meedoen. Wachten wij a.s. zaterdag op een grens komen dat de ....ste donateur wordt ingeschreven dan kan diegene rekenen op een extra leuke verrassing. Aan de vaste kandidaten van het FC-1001-spel kunnen wij nog melden dat op deze dag maar liefst 5 van deze mensen worden beschikbaar gesteld.: [313, 1529, 534, 1771]
- invitation-line: Aan de Lijnbaan Promenade bij ons in de bakkerij: [1229, 753, 1450, 766]
- issue-date: VRIJDAG 19 APRIL 1991: [1375, 108, 1570, 125]
